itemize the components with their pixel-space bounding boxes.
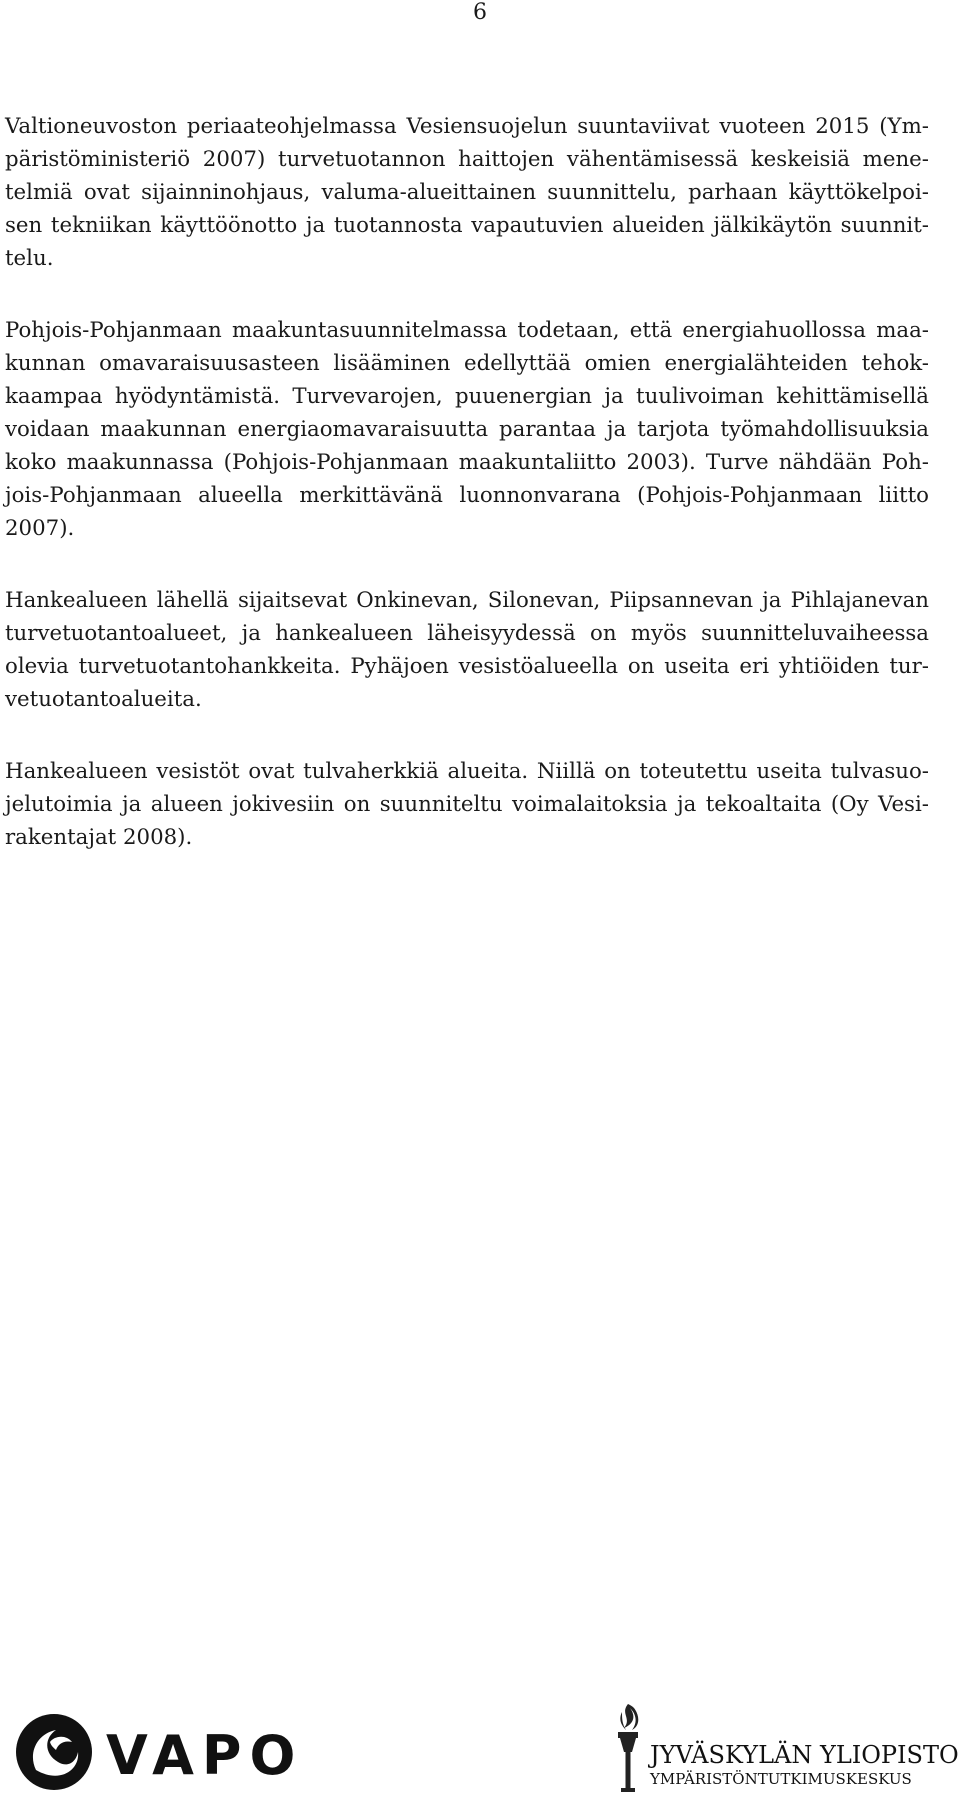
text-line: olevia turvetuotantohankkeita. Pyhäjoen vesistöalueella on useita eri yhtiöiden tur- (5, 654, 929, 679)
text-line: voidaan maakunnan energiaomavaraisuutta parantaa ja tarjota työmahdollisuuksia (5, 417, 929, 442)
text-line: sen tekniikan käyttöönotto ja tuotannosta vapautuvien alueiden jälkikäytön suunnit- (5, 213, 929, 238)
text-line: Valtioneuvoston periaateohjelmassa Vesiensuojelun suuntaviivat vuoteen 2015 (Ym- (5, 114, 929, 139)
text-line: päristöministeriö 2007) turvetuotannon haittojen vähentämisessä keskeisiä mene- (5, 147, 929, 172)
vapo-emblem-icon (14, 1712, 94, 1792)
paragraph-2 (5, 314, 929, 545)
text-line: kaampaa hyödyntämistä. Turvevarojen, puuenergian ja tuulivoiman kehittämisellä (5, 384, 929, 409)
vapo-logo (14, 1712, 304, 1792)
text-line: telmiä ovat sijainninohjaus, valuma-alueittainen suunnittelu, parhaan käyttökelpoi- (5, 180, 929, 205)
text-line: jelutoimia ja alueen jokivesiin on suunniteltu voimalaitoksia ja tekoaltaita (Oy Vesi- (5, 792, 929, 817)
paragraph-1 (5, 110, 929, 275)
text-line: Pohjois-Pohjanmaan maakuntasuunnitelmassa todetaan, että energiahuollossa maa- (5, 318, 929, 343)
text-line: Hankealueen lähellä sijaitsevat Onkinevan, Silonevan, Piipsannevan ja Pihlajanevan (5, 588, 929, 613)
text-line: turvetuotantoalueet, ja hankealueen läheisyydessä on myös suunnitteluvaiheessa (5, 621, 929, 646)
paragraph-4 (5, 755, 929, 854)
university-name: JYVÄSKYLÄN YLIOPISTO (650, 1741, 959, 1769)
text-line: 2007). (5, 516, 75, 541)
jyu-logo (610, 1700, 959, 1798)
page-number: 6 (473, 0, 487, 25)
vapo-logo-text: VAPO (106, 1724, 304, 1787)
text-line: jois-Pohjanmaan alueella merkittävänä luonnonvarana (Pohjois-Pohjanmaan liitto (5, 483, 929, 508)
text-line: koko maakunnassa (Pohjois-Pohjanmaan maakuntaliitto 2003). Turve nähdään Poh- (5, 450, 929, 475)
text-line: rakentajat 2008). (5, 825, 193, 850)
text-line: Hankealueen vesistöt ovat tulvaherkkiä alueita. Niillä on toteutettu useita tulvasuo- (5, 759, 929, 784)
body-text (5, 110, 929, 893)
page-footer (0, 1700, 960, 1798)
text-line: telu. (5, 246, 54, 271)
research-unit-name: YMPÄRISTÖNTUTKIMUSKESKUS (650, 1770, 912, 1788)
torch-icon (610, 1700, 646, 1798)
paragraph-3 (5, 584, 929, 716)
text-line: vetuotantoalueita. (5, 687, 202, 712)
text-line: kunnan omavaraisuusasteen lisääminen edellyttää omien energialähteiden tehok- (5, 351, 929, 376)
